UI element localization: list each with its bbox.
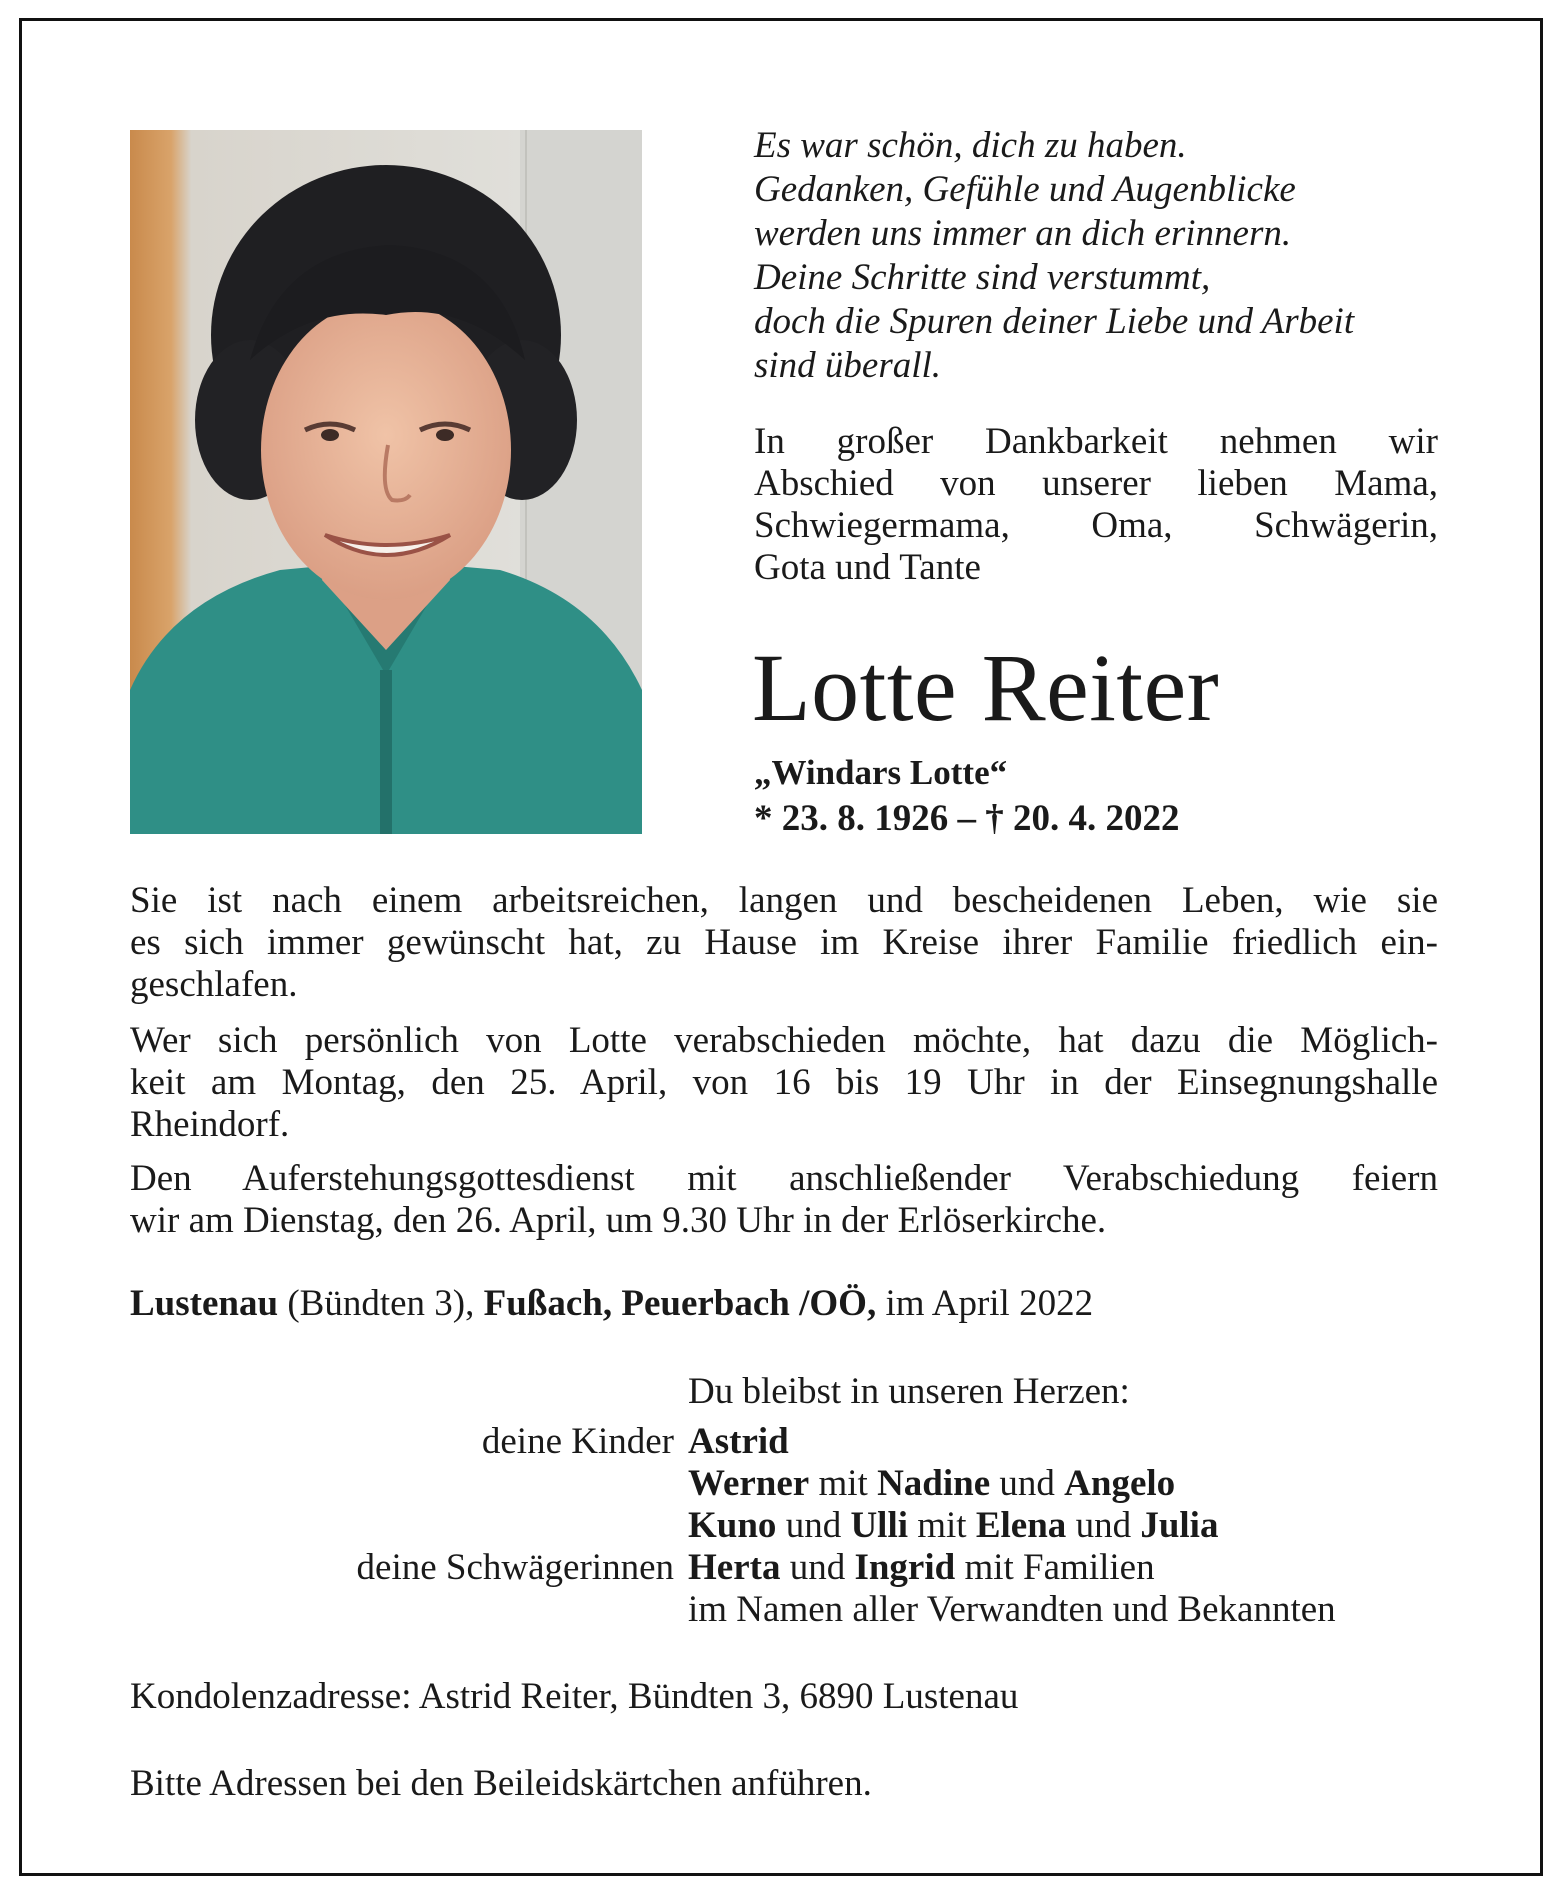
place-address: (Bündten 3), bbox=[278, 1283, 484, 1324]
paragraph-line: Wer sich persönlich von Lotte verabschieden möchte, hat dazu die Möglich- bbox=[130, 1020, 1438, 1061]
address-note: Bitte Adressen bei den Beileidskärtchen anführen. bbox=[130, 1763, 872, 1804]
sisters-in-law-label: deine Schwägerinnen bbox=[356, 1547, 674, 1588]
poem-line: Deine Schritte sind verstummt, bbox=[754, 257, 1211, 298]
paragraph-line: es sich immer gewünscht hat, zu Hause im Kreise ihrer Familie friedlich ein- bbox=[130, 922, 1438, 963]
paragraph-service bbox=[130, 1158, 1438, 1242]
condolence-address: Kondolenzadresse: Astrid Reiter, Bündten 3, 6890 Lustenau bbox=[130, 1676, 1019, 1717]
children-line-2 bbox=[688, 1463, 1175, 1505]
family-name: Werner bbox=[688, 1463, 810, 1504]
family-name: Angelo bbox=[1064, 1463, 1176, 1504]
family-closing: im Namen aller Verwandten und Bekannten bbox=[688, 1589, 1336, 1630]
family-name: Kuno bbox=[688, 1505, 777, 1546]
intro-line: In großer Dankbarkeit nehmen wir bbox=[754, 421, 1438, 462]
family-heading: Du bleibst in unseren Herzen: bbox=[688, 1371, 1130, 1412]
paragraph-line: wir am Dienstag, den 26. April, um 9.30 Uhr in der Erlöserkirche. bbox=[130, 1200, 1107, 1241]
intro-line: Schwiegermama, Oma, Schwägerin, bbox=[754, 505, 1438, 546]
deceased-name: Lotte Reiter bbox=[752, 634, 1220, 741]
portrait-photo bbox=[130, 130, 642, 834]
family-connector: und bbox=[990, 1463, 1065, 1504]
family-connector: mit Familien bbox=[955, 1547, 1155, 1588]
paragraph-passing bbox=[130, 880, 1438, 1006]
paragraph-line: Rheindorf. bbox=[130, 1104, 290, 1145]
family-name: Herta bbox=[688, 1547, 781, 1588]
family-connector: und bbox=[776, 1505, 851, 1546]
paragraph-line: geschlafen. bbox=[130, 964, 298, 1005]
paragraph-line: Sie ist nach einem arbeitsreichen, langen und bescheidenen Leben, wie sie bbox=[130, 880, 1438, 921]
children-line-1 bbox=[688, 1421, 789, 1463]
poem-line: werden uns immer an dich erinnern. bbox=[754, 213, 1292, 254]
paragraph-line: keit am Montag, den 25. April, von 16 bis 19 Uhr in der Einsegnungshalle bbox=[130, 1062, 1438, 1103]
family-connector: mit bbox=[908, 1505, 976, 1546]
family-name: Elena bbox=[975, 1505, 1067, 1546]
poem-line: Es war schön, dich zu haben. bbox=[754, 125, 1187, 166]
family-connector: mit bbox=[809, 1463, 878, 1504]
family-connector: und bbox=[1066, 1505, 1141, 1546]
family-name: Julia bbox=[1140, 1505, 1219, 1546]
intro-line: Abschied von unserer lieben Mama, bbox=[754, 463, 1438, 504]
intro-line: Gota und Tante bbox=[754, 547, 981, 588]
portrait-photo-icon bbox=[130, 130, 642, 834]
poem-line: doch die Spuren deiner Liebe und Arbeit bbox=[754, 301, 1355, 342]
place-date: im April 2022 bbox=[876, 1283, 1094, 1324]
life-dates: * 23. 8. 1926 – † 20. 4. 2022 bbox=[754, 798, 1180, 839]
children-label: deine Kinder bbox=[481, 1421, 674, 1462]
family-name: Astrid bbox=[688, 1421, 789, 1462]
place-lustenau: Lustenau bbox=[130, 1283, 279, 1324]
family-name: Nadine bbox=[877, 1463, 991, 1504]
place-and-date bbox=[130, 1282, 1093, 1326]
farewell-intro bbox=[754, 421, 1438, 589]
family-name: Ingrid bbox=[854, 1547, 956, 1588]
deceased-nickname: „Windars Lotte“ bbox=[754, 753, 1008, 792]
family-connector: und bbox=[780, 1547, 855, 1588]
children-line-3 bbox=[688, 1505, 1218, 1547]
poem bbox=[754, 124, 1454, 388]
poem-line: Gedanken, Gefühle und Augenblicke bbox=[754, 169, 1296, 210]
sisters-in-law-line bbox=[688, 1547, 1155, 1589]
poem-line: sind überall. bbox=[754, 345, 942, 386]
place-others: Fußach, Peuerbach /OÖ, bbox=[483, 1283, 877, 1324]
paragraph-line: Den Auferstehungsgottesdienst mit anschließender Verabschiedung feiern bbox=[130, 1158, 1438, 1199]
family-name: Ulli bbox=[850, 1505, 908, 1546]
paragraph-viewing bbox=[130, 1020, 1438, 1146]
